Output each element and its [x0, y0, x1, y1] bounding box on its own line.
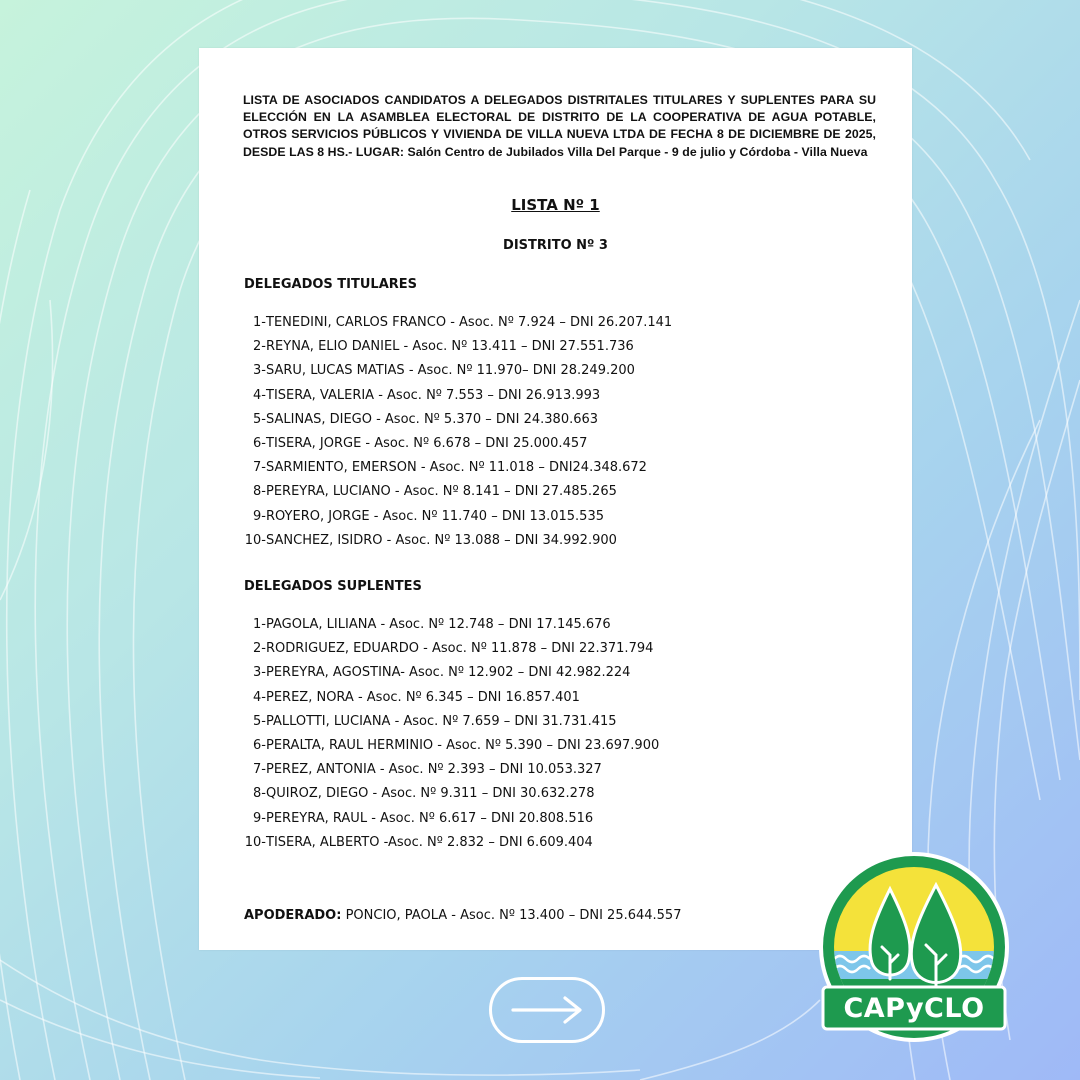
list-title: LISTA Nº 1 — [511, 196, 600, 214]
titular-item-text: PEREYRA, LUCIANO - Asoc. Nº 8.141 – DNI 27.485.265 — [266, 484, 617, 500]
titular-item — [244, 359, 672, 383]
suplente-item-number: 9- — [253, 810, 266, 826]
titulares-list — [244, 311, 672, 553]
suplente-item-text: PAGOLA, LILIANA - Asoc. Nº 12.748 – DNI 17.145.676 — [266, 617, 611, 632]
suplente-item — [244, 637, 659, 661]
titular-item — [244, 529, 672, 553]
suplente-item-text: RODRIGUEZ, EDUARDO - Asoc. Nº 11.878 – DNI 22.371.794 — [266, 641, 654, 657]
titulares-title: DELEGADOS TITULARES — [244, 277, 418, 292]
suplente-item-number: 3- — [253, 665, 266, 681]
heading-place-text: Salón Centro de Jubilados Villa Del Parque - 9 de julio y Córdoba - Villa Nueva — [407, 144, 868, 159]
titular-item — [244, 432, 672, 456]
arrow-right-icon — [509, 995, 585, 1025]
titular-item-number: 7- — [253, 460, 266, 476]
titular-item-text: TISERA, JORGE - Asoc. Nº 6.678 – DNI 25.000.457 — [266, 435, 588, 451]
titular-item-text: TISERA, VALERIA - Asoc. Nº 7.553 – DNI 26.913.993 — [266, 387, 601, 403]
suplente-item-text: PEREYRA, RAUL - Asoc. Nº 6.617 – DNI 20.808.516 — [266, 810, 594, 826]
apoderado-text: PONCIO, PAOLA - Asoc. Nº 13.400 – DNI 25.644.557 — [345, 908, 682, 923]
suplente-item-number: 5- — [253, 713, 266, 729]
titular-item-text: SANCHEZ, ISIDRO - Asoc. Nº 13.088 – DNI 34.992.900 — [266, 532, 617, 548]
titular-item — [244, 311, 672, 335]
titular-item — [244, 480, 672, 504]
titular-item-text: SARU, LUCAS MATIAS - Asoc. Nº 11.970– DNI 28.249.200 — [266, 363, 635, 379]
suplente-item — [244, 831, 659, 855]
next-button[interactable] — [489, 977, 605, 1043]
suplente-item-number: 7- — [253, 762, 266, 778]
suplente-item-text: QUIROZ, DIEGO - Asoc. Nº 9.311 – DNI 30.632.278 — [266, 786, 595, 802]
titular-item-number: 9- — [253, 508, 266, 524]
titular-item — [244, 384, 672, 408]
suplente-item — [244, 782, 659, 806]
suplente-item — [244, 734, 659, 758]
suplente-item-text: PEREZ, NORA - Asoc. Nº 6.345 – DNI 16.857.401 — [266, 689, 580, 705]
suplente-item-number: 6- — [253, 737, 266, 753]
suplentes-title: DELEGADOS SUPLENTES — [244, 579, 422, 594]
suplente-item — [244, 807, 659, 831]
titular-item-text: ROYERO, JORGE - Asoc. Nº 11.740 – DNI 13.015.535 — [266, 508, 604, 524]
titular-item-text: TENEDINI, CARLOS FRANCO - Asoc. Nº 7.924 – DNI 26.207.141 — [266, 315, 673, 330]
suplente-item-number: 1- — [253, 617, 266, 632]
suplente-item-text: PEREYRA, AGOSTINA- Asoc. Nº 12.902 – DNI 42.982.224 — [266, 665, 631, 681]
district-title: DISTRITO Nº 3 — [503, 238, 608, 253]
logo-text: CAPyCLO — [843, 993, 985, 1024]
suplente-item — [244, 661, 659, 685]
titular-item-number: 8- — [253, 484, 266, 500]
titular-item — [244, 505, 672, 529]
suplente-item — [244, 710, 659, 734]
titular-item-text: SALINAS, DIEGO - Asoc. Nº 5.370 – DNI 24.380.663 — [266, 411, 599, 427]
document-heading — [243, 92, 876, 161]
titular-item-number: 3- — [253, 363, 266, 379]
suplente-item-number: 4- — [253, 689, 266, 705]
suplente-item-text: TISERA, ALBERTO -Asoc. Nº 2.832 – DNI 6.609.404 — [266, 834, 593, 850]
suplente-item — [244, 758, 659, 782]
titular-item-number: 6- — [253, 435, 266, 451]
titular-item-number: 5- — [253, 411, 266, 427]
apoderado-label: APODERADO: — [244, 908, 342, 923]
suplente-item — [244, 613, 659, 637]
suplentes-list — [244, 613, 659, 855]
document-page — [199, 48, 912, 950]
titular-item — [244, 408, 672, 432]
apoderado-line — [244, 908, 681, 923]
suplente-item-text: PALLOTTI, LUCIANA - Asoc. Nº 7.659 – DNI 31.731.415 — [266, 713, 617, 729]
suplente-item-number: 2- — [253, 641, 266, 657]
heading-bold-text: LISTA DE ASOCIADOS CANDIDATOS A DELEGADOS DISTRITALES TITULARES Y SUPLENTES PARA SU ELECCIÓN EN LA ASAMBLEA ELECTORAL DE DISTRITO DE LA COOPERATIVA DE AGUA POTABLE, OTROS SERVICIOS PÚBLICOS Y VIVIENDA DE VILLA NUEVA LTDA DE FECHA 8 DE DICIEMBRE DE 2025, DESDE LAS 8 HS.- LUGAR: — [243, 93, 876, 159]
titular-item-number: 10- — [244, 532, 266, 548]
titular-item-number: 1- — [253, 315, 266, 330]
titular-item-text: SARMIENTO, EMERSON - Asoc. Nº 11.018 – DNI24.348.672 — [266, 460, 647, 476]
titular-item-text: REYNA, ELIO DANIEL - Asoc. Nº 13.411 – DNI 27.551.736 — [266, 339, 634, 355]
capyclo-logo — [818, 851, 1010, 1043]
suplente-item-text: PERALTA, RAUL HERMINIO - Asoc. Nº 5.390 – DNI 23.697.900 — [266, 737, 660, 753]
suplente-item-text: PEREZ, ANTONIA - Asoc. Nº 2.393 – DNI 10.053.327 — [266, 762, 602, 778]
suplente-item — [244, 686, 659, 710]
titular-item-number: 2- — [253, 339, 266, 355]
suplente-item-number: 8- — [253, 786, 266, 802]
suplente-item-number: 10- — [244, 834, 266, 850]
titular-item-number: 4- — [253, 387, 266, 403]
titular-item — [244, 335, 672, 359]
titular-item — [244, 456, 672, 480]
